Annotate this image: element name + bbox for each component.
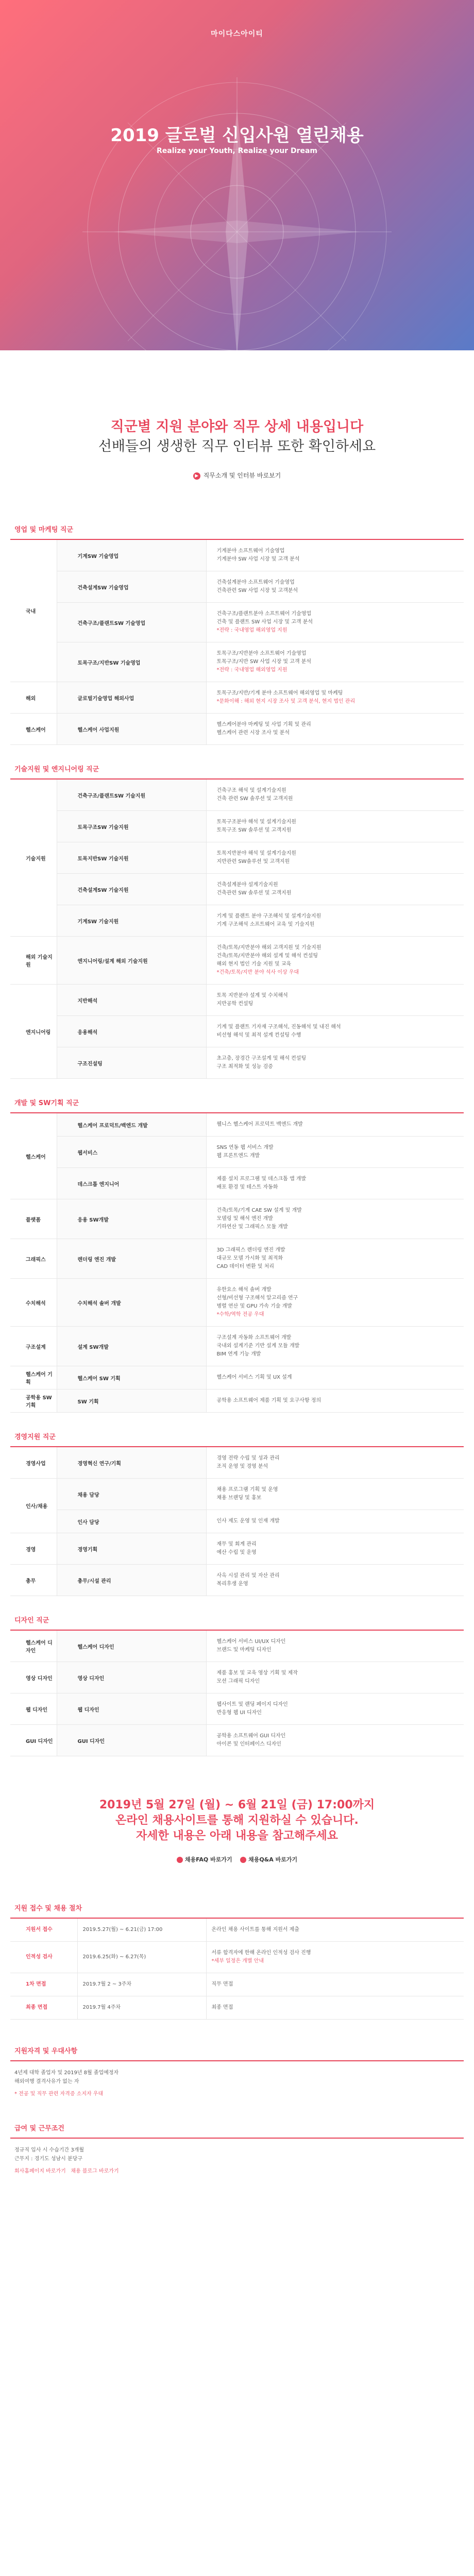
job-category: 웹 디자인	[10, 1693, 57, 1725]
job-name: 건축설계SW 기술영업	[57, 571, 206, 603]
footer-links	[10, 2163, 464, 2174]
qna-link[interactable]	[240, 1856, 297, 1863]
description-line: 기계분야 SW 사업 시장 및 고객 분석	[216, 556, 300, 562]
job-name: 수치해석 솔버 개발	[57, 1279, 206, 1327]
job-name: 건축설계SW 기술지원	[57, 874, 206, 905]
schedule-date: 2019.5.27(월) ~ 6.21(금) 17:00	[77, 1918, 206, 1942]
job-sections	[0, 505, 474, 1756]
schedule-info	[206, 1918, 464, 1942]
job-table	[10, 1112, 464, 1413]
description-line: 건축설계분야 소프트웨어 기술영업	[216, 580, 295, 585]
description-line: 건축/토목/기계 CAE SW 설계 및 개발	[216, 1208, 302, 1213]
job-name: 헬스케어 프로덕트/백엔드 개발	[57, 1113, 206, 1137]
table-row	[10, 1366, 464, 1389]
description-line: 건축구조 해석 및 설계기술지원	[216, 788, 286, 793]
table-row	[10, 571, 464, 603]
schedule-table	[10, 1918, 464, 2020]
info-line: 직무 면접	[211, 1981, 233, 1987]
deadline-line-2: 온라인 채용사이트를 통해 지원하실 수 있습니다.	[115, 1814, 359, 1827]
job-description	[206, 1047, 464, 1079]
description-line: 비선형 해석 및 최적 설계 컨설팅 수행	[216, 1032, 301, 1038]
description-line: 공학용 소프트웨어 제품 기획 및 요구사항 정의	[216, 1398, 321, 1403]
description-line: 초고층, 장경간 구조설계 및 해석 컨설팅	[216, 1056, 307, 1061]
conditions-list	[10, 2138, 464, 2163]
description-line: 건축구조/플랜트분야 소프트웨어 기술영업	[216, 611, 312, 617]
qualification-list	[10, 2060, 464, 2086]
schedule-step: 지원서 접수	[10, 1918, 77, 1942]
description-line: 복리후생 운영	[216, 1581, 248, 1587]
job-name: 총무/시설 관리	[57, 1565, 206, 1596]
schedule-title: 지원 접수 및 채용 절차	[14, 1905, 82, 1912]
job-description	[206, 1366, 464, 1389]
job-description	[206, 842, 464, 874]
description-line: 토목구조/지반분야 소프트웨어 기술영업	[216, 651, 307, 656]
job-category: 경영	[10, 1533, 57, 1565]
description-line: 헬스케어 관련 시장 조사 및 분석	[216, 730, 290, 736]
job-interview-link-label: 직무소개 및 인터뷰 바로보기	[203, 472, 281, 479]
table-row	[10, 1199, 464, 1239]
job-description	[206, 1662, 464, 1693]
table-row	[10, 1327, 464, 1366]
job-name: 헬스케어 SW 기획	[57, 1366, 206, 1389]
job-category: 인사/채용	[10, 1479, 57, 1533]
description-line: 선형/비선형 구조해석 알고리즘 연구	[216, 1295, 298, 1301]
job-name: 웹 디자인	[57, 1693, 206, 1725]
job-description	[206, 1327, 464, 1366]
job-name: 웹서비스	[57, 1137, 206, 1168]
job-category: 플랫폼	[10, 1199, 57, 1239]
description-line: 제품 홍보 및 교육 영상 기획 및 제작	[216, 1670, 298, 1676]
job-name: SW 기획	[57, 1389, 206, 1413]
arrow-right-icon	[177, 1857, 183, 1863]
homepage-link[interactable]: 회사홈페이지 바로가기	[14, 2168, 66, 2174]
job-category: 수치해석	[10, 1279, 57, 1327]
list-item: 해외여행 결격사유가 없는 자	[14, 2079, 79, 2084]
job-section	[10, 745, 464, 1079]
arrow-right-icon	[240, 1857, 246, 1863]
job-name: 기계SW 기술지원	[57, 905, 206, 937]
conditions-title: 급여 및 근무조건	[14, 2125, 64, 2132]
job-name: GUI 디자인	[57, 1725, 206, 1756]
qualification-note: * 전공 및 직무 관련 자격증 소지자 우대	[14, 2091, 104, 2097]
job-table	[10, 1446, 464, 1596]
description-line: 토목지반분야 해석 및 설계기술지원	[216, 851, 296, 856]
description-line: 웰니스 헬스케어 프로덕트 백엔드 개발	[216, 1122, 303, 1127]
schedule-step: 최종 면접	[10, 1996, 77, 2020]
table-row	[10, 985, 464, 1016]
job-name: 응용해석	[57, 1016, 206, 1047]
table-row	[10, 874, 464, 905]
job-name: 건축구조/플랜트SW 기술지원	[57, 779, 206, 811]
hero-tagline: Realize your Youth, Realize your Dream	[157, 147, 317, 155]
job-name: 응용 SW개발	[57, 1199, 206, 1239]
description-line: 해외 현지 법인 기술 지원 및 교육	[216, 961, 292, 967]
table-row	[10, 1479, 464, 1510]
job-name: 지반해석	[57, 985, 206, 1016]
intro-line-2: 선배들의 생생한 직무 인터뷰 또한 확인하세요	[98, 438, 376, 454]
job-description	[206, 1447, 464, 1479]
job-description	[206, 714, 464, 745]
table-row	[10, 937, 464, 985]
description-line: 브랜드 및 마케팅 디자인	[216, 1647, 272, 1653]
job-category: 해외 기술지원	[10, 937, 57, 985]
list-item: 정규직 입사 시 수습기간 3개월	[14, 2147, 84, 2153]
description-line: 헬스케어 서비스 UI/UX 디자인	[216, 1639, 286, 1645]
job-description	[206, 1533, 464, 1565]
job-description	[206, 1239, 464, 1279]
section-title: 경영지원 직군	[14, 1433, 56, 1441]
description-line: 건축 관련 SW 솔루션 및 고객지원	[216, 796, 293, 802]
intro	[0, 350, 474, 505]
table-row	[10, 1630, 464, 1662]
job-category: 구조설계	[10, 1327, 57, 1366]
table-row	[10, 1918, 464, 1942]
description-line: 구조설계 자동화 소프트웨어 개발	[216, 1335, 292, 1341]
job-table	[10, 778, 464, 1079]
job-table	[10, 539, 464, 745]
description-line: 제품 설치 프로그램 및 데스크톱 앱 개발	[216, 1176, 307, 1182]
description-line: 건축/토목/지반분야 해외 고객지원 및 기술지원	[216, 945, 321, 951]
job-category: 헬스케어	[10, 1113, 57, 1199]
table-row	[10, 1447, 464, 1479]
description-line: 지반관련 SW솔루션 및 고객지원	[216, 859, 290, 865]
table-row	[10, 1047, 464, 1079]
description-line: 공학용 소프트웨어 GUI 디자인	[216, 1733, 286, 1739]
description-line: 건축관련 SW 솔루션 및 고객지원	[216, 890, 292, 896]
table-row	[10, 1510, 464, 1533]
brand-logo-text: 마이다스아이티	[211, 30, 263, 38]
blog-link[interactable]: 채용 블로그 바로가기	[71, 2168, 119, 2174]
job-description	[206, 811, 464, 842]
job-interview-link[interactable]	[193, 471, 281, 480]
description-note: *전략 : 국내영업 해외영업 지원	[216, 628, 287, 633]
job-name: 인사 담당	[57, 1510, 206, 1533]
description-line: 기계 구조해석 소프트웨어 교육 및 기술지원	[216, 922, 315, 927]
description-line: 토목구조 SW 솔루션 및 고객지원	[216, 827, 292, 833]
table-row	[10, 811, 464, 842]
job-name: 영상 디자인	[57, 1662, 206, 1693]
description-line: 예산 수립 및 운영	[216, 1550, 257, 1555]
qualification-notes	[10, 2020, 464, 2097]
description-line: 헬스케어 서비스 기획 및 UX 설계	[216, 1375, 292, 1380]
section-title: 개발 및 SW기획 직군	[14, 1099, 79, 1107]
job-description	[206, 1693, 464, 1725]
description-line: CAD 데이터 변환 및 처리	[216, 1264, 275, 1269]
section-title: 기술지원 및 엔지니어링 직군	[14, 766, 99, 773]
job-category: 해외	[10, 682, 57, 714]
conditions-notes	[10, 2097, 464, 2174]
job-name: 글로벌기술영업 해외사업	[57, 682, 206, 714]
description-line: 대규모 모델 가시화 및 최적화	[216, 1256, 283, 1261]
description-line: 기계 및 플랜트 분야 구조해석 및 설계기술지원	[216, 913, 321, 919]
description-line: 병렬 연산 및 GPU 가속 기술 개발	[216, 1303, 292, 1309]
table-row	[10, 842, 464, 874]
job-name: 렌더링 엔진 개발	[57, 1239, 206, 1279]
job-description	[206, 571, 464, 603]
qualification-title: 지원자격 및 우대사항	[14, 2047, 78, 2055]
job-description	[206, 1389, 464, 1413]
description-line: 토목 지반분야 설계 및 수치해석	[216, 993, 288, 998]
job-description	[206, 1565, 464, 1596]
description-line: 건축관련 SW 사업 시장 및 고객분석	[216, 588, 298, 594]
job-category: 기술지원	[10, 779, 57, 937]
description-line: 지반공학 컨설팅	[216, 1001, 253, 1007]
description-line: 기하연산 및 그래픽스 모듈 개발	[216, 1224, 288, 1230]
description-line: 건축설계분야 설계기술지원	[216, 882, 278, 888]
job-category: 헬스케어 디자인	[10, 1630, 57, 1662]
section-title: 영업 및 마케팅 직군	[14, 526, 74, 534]
table-row	[10, 539, 464, 571]
job-category: 헬스케어 기획	[10, 1366, 57, 1389]
job-description	[206, 1725, 464, 1756]
faq-link[interactable]	[177, 1856, 232, 1863]
list-item: 4년제 대학 졸업자 및 2019년 8월 졸업예정자	[14, 2070, 119, 2076]
description-line: 토목구조/지반/기계 분야 소프트웨어 해외영업 및 마케팅	[216, 690, 343, 696]
table-row	[10, 1725, 464, 1756]
schedule-info	[206, 1996, 464, 2020]
job-section	[10, 1413, 464, 1596]
job-description	[206, 1016, 464, 1047]
compass-illustration	[82, 77, 392, 350]
job-name: 엔지니어링/설계 해외 기술지원	[57, 937, 206, 985]
job-description	[206, 603, 464, 642]
job-name: 토목지반SW 기술지원	[57, 842, 206, 874]
description-line: BIM 연계 기능 개발	[216, 1351, 261, 1357]
description-line: 구조 최적화 및 성능 검증	[216, 1064, 273, 1070]
description-line: 채용 브랜딩 및 홍보	[216, 1495, 262, 1501]
job-table	[10, 1630, 464, 1756]
job-category: 엔지니어링	[10, 985, 57, 1079]
job-description	[206, 905, 464, 937]
description-line: 웹 프론트엔드 개발	[216, 1153, 260, 1159]
arrow-right-icon: ▶	[193, 472, 200, 480]
job-description	[206, 779, 464, 811]
description-line: 건축 및 플랜트 SW 사업 시장 및 고객 분석	[216, 619, 313, 625]
job-name: 경영기획	[57, 1533, 206, 1565]
job-description	[206, 1510, 464, 1533]
job-category: 영상 디자인	[10, 1662, 57, 1693]
list-item: 근무지 : 경기도 성남시 분당구	[14, 2156, 83, 2162]
job-description	[206, 1479, 464, 1510]
job-category: 그래픽스	[10, 1239, 57, 1279]
description-line: 모션 그래픽 디자인	[216, 1679, 260, 1684]
job-section	[10, 1596, 464, 1756]
description-note: *건축/토목/지반 분야 석사 이상 우대	[216, 970, 299, 975]
faq-link-label: 채용FAQ 바로가기	[184, 1856, 232, 1863]
job-category: 공학용 SW 기획	[10, 1389, 57, 1413]
table-row	[10, 1533, 464, 1565]
description-line: 채용 프로그램 기획 및 운영	[216, 1487, 278, 1493]
table-row	[10, 1239, 464, 1279]
job-description	[206, 985, 464, 1016]
deadline	[0, 1756, 474, 1884]
job-section	[10, 505, 464, 745]
description-line: 헬스케어분야 마케팅 및 사업 기획 및 관리	[216, 722, 311, 727]
description-line: 경영 전략 수립 및 성과 관리	[216, 1455, 280, 1461]
description-line: SNS 연동 웹 서비스 개발	[216, 1145, 274, 1150]
table-row	[10, 1693, 464, 1725]
description-line: 유한요소 해석 솔버 개발	[216, 1287, 272, 1293]
job-description	[206, 1630, 464, 1662]
section-title: 디자인 직군	[14, 1617, 49, 1624]
table-row	[10, 1389, 464, 1413]
job-category: 국내	[10, 539, 57, 682]
job-name: 채용 담당	[57, 1479, 206, 1510]
table-row	[10, 1942, 464, 1973]
description-line: 3D 그래픽스 렌더링 엔진 개발	[216, 1247, 285, 1253]
description-line: 토목구조분야 해석 및 설계기술지원	[216, 819, 296, 825]
job-name: 건축구조/플랜트SW 기술영업	[57, 603, 206, 642]
job-description	[206, 1137, 464, 1168]
table-row	[10, 779, 464, 811]
description-line: 배포 환경 및 테스트 자동화	[216, 1184, 278, 1190]
table-row	[10, 714, 464, 745]
job-name: 헬스케어 디자인	[57, 1630, 206, 1662]
job-name: 헬스케어 사업지원	[57, 714, 206, 745]
table-row	[10, 1973, 464, 1996]
job-name: 경영혁신 연구/기획	[57, 1447, 206, 1479]
job-category: 총무	[10, 1565, 57, 1596]
job-description	[206, 539, 464, 571]
job-category: 경영사업	[10, 1447, 57, 1479]
job-name: 구조진설팅	[57, 1047, 206, 1079]
description-line: 조직 운영 및 경영 분석	[216, 1464, 268, 1469]
description-line: 재무 및 회계 관리	[216, 1541, 257, 1547]
description-line: 기계분야 소프트웨어 기술영업	[216, 548, 285, 554]
description-note: *문화이해 : 해외 현지 시장 조사 및 고객 분석, 현지 법인 관리	[216, 699, 356, 704]
job-name: 토목구조SW 기술지원	[57, 811, 206, 842]
table-row	[10, 1168, 464, 1199]
schedule-step: 인적성 검사	[10, 1942, 77, 1973]
info-line: 서류 합격자에 한해 온라인 인적성 검사 진행	[211, 1950, 311, 1956]
intro-line-1: 직군별 지원 분야와 직무 상세 내용입니다	[110, 419, 364, 435]
description-line: 모델링 및 해석 엔진 개발	[216, 1216, 273, 1222]
description-line: 아이콘 및 인터페이스 디자인	[216, 1741, 281, 1747]
job-section	[10, 1079, 464, 1413]
info-line: 온라인 채용 사이트를 통해 지원서 제출	[211, 1927, 299, 1933]
job-name: 기계SW 기술영업	[57, 539, 206, 571]
description-line: 반응형 웹 UI 디자인	[216, 1710, 262, 1716]
table-row	[10, 682, 464, 714]
job-description	[206, 937, 464, 985]
job-name: 데스크톱 엔지니어	[57, 1168, 206, 1199]
schedule-section	[10, 1884, 464, 2020]
table-row	[10, 1996, 464, 2020]
deadline-line-1: 2019년 5월 27일 (월) ~ 6월 21일 (금) 17:00까지	[99, 1799, 375, 1811]
table-row	[10, 1565, 464, 1596]
description-line: 사옥 시설 관리 및 자산 관리	[216, 1573, 280, 1579]
schedule-info	[206, 1942, 464, 1973]
table-row	[10, 642, 464, 682]
job-description	[206, 874, 464, 905]
schedule-step: 1차 면접	[10, 1973, 77, 1996]
table-row	[10, 1662, 464, 1693]
job-description	[206, 1279, 464, 1327]
table-row	[10, 1137, 464, 1168]
job-name: 설계 SW개발	[57, 1327, 206, 1366]
description-line: 기계 및 플랜트 기자재 구조해석, 진동해석 및 내진 해석	[216, 1024, 341, 1030]
job-category: GUI 디자인	[10, 1725, 57, 1756]
faq-links	[0, 1855, 474, 1863]
info-line: 최종 면접	[211, 2005, 233, 2010]
description-note: *수학/역학 전공 우대	[216, 1312, 264, 1317]
job-description	[206, 642, 464, 682]
job-name: 토목구조/지반SW 기술영업	[57, 642, 206, 682]
hero-title: 2019 글로벌 신입사원 열린채용	[110, 125, 364, 146]
description-line: 국내외 설계기준 기반 설계 모듈 개발	[216, 1343, 300, 1349]
schedule-date: 2019.6.25(화) ~ 6.27(목)	[77, 1942, 206, 1973]
job-description	[206, 682, 464, 714]
qna-link-label: 채용Q&A 바로가기	[248, 1856, 298, 1863]
info-note: *세부 일정은 개별 안내	[211, 1958, 264, 1964]
table-row	[10, 1016, 464, 1047]
deadline-line-3: 자세한 내용은 아래 내용을 참고해주세요	[136, 1829, 338, 1842]
description-line: 건축/토목/지반분야 해외 설계 및 해석 컨설팅	[216, 953, 318, 959]
job-description	[206, 1199, 464, 1239]
intro-heading	[0, 417, 474, 456]
description-line: 토목구조/지반 SW 사업 시장 및 고객 분석	[216, 659, 312, 665]
table-row	[10, 905, 464, 937]
description-note: *전략 : 국내영업 해외영업 지원	[216, 667, 287, 673]
job-description	[206, 1168, 464, 1199]
job-description	[206, 1113, 464, 1137]
schedule-date: 2019.7월 4주차	[77, 1996, 206, 2020]
description-line: 인사 제도 운영 및 인재 개발	[216, 1518, 280, 1524]
table-row	[10, 1279, 464, 1327]
table-row	[10, 603, 464, 642]
description-line: 웹사이트 및 랜딩 페이지 디자인	[216, 1702, 288, 1707]
schedule-date: 2019.7월 2 ~ 3주차	[77, 1973, 206, 1996]
schedule-info	[206, 1973, 464, 1996]
job-category: 헬스케어	[10, 714, 57, 745]
table-row	[10, 1113, 464, 1137]
hero-banner	[0, 0, 474, 350]
